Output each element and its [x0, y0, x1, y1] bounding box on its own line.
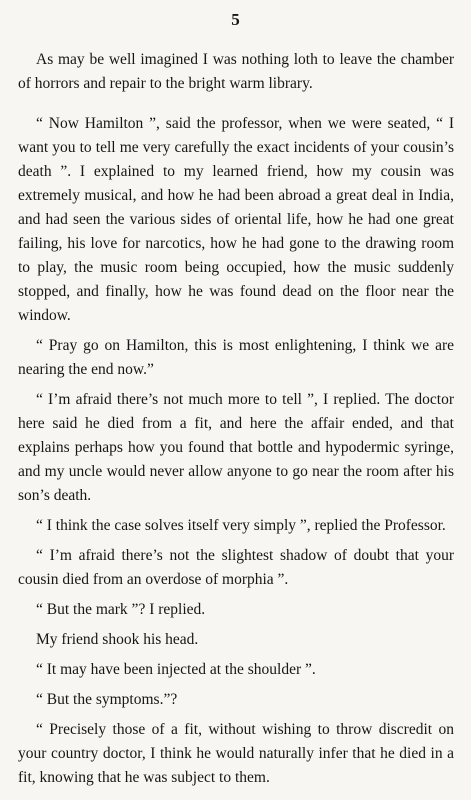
paragraph: “ But the mark ”? I replied. [36, 601, 206, 618]
paragraph: My friend shook his head. [36, 631, 199, 648]
paragraph: “ Pray go on Hamilton, this is most enlightening, I think we are nearing the end now.” [18, 337, 454, 378]
paragraph: “ I think the case solves itself very simply ”, replied the Professor. [36, 517, 446, 534]
paragraph: “ But the symptoms.”? [36, 691, 178, 708]
paragraph: “ I’m afraid there’s not much more to tell ”, I replied. The doctor here said he died from a fit, and here the affair ended, and that explains perhaps how you found that bottle and hypodermic syringe, and my uncle would never allow anyone to go near the room after his son’s death. [18, 391, 454, 504]
paragraph: “ Precisely those of a fit, without wishing to throw discredit on your country doctor, I think he would naturally infer that he died in a fit, knowing that he was subject to them. [18, 721, 454, 786]
page-number: 5 [231, 10, 240, 29]
paragraph: “ I’m afraid there’s not the slightest shadow of doubt that your cousin died from an overdose of morphia ”. [18, 547, 454, 588]
body-text [18, 48, 454, 790]
paragraph: “ Now Hamilton ”, said the professor, when we were seated, “ I want you to tell me very carefully the exact incidents of your cousin’s death ”. I explained to my learned friend, how my cousin was extremely musical, and how he had been abroad a great deal in India, and had seen the various sides of oriental life, how he had one great failing, his love for narcotics, how he had gone to the drawing room to play, the music room being occupied, how the music suddenly stopped, and finally, how he was found dead on the floor near the window. [18, 115, 454, 324]
paragraph: “ It may have been injected at the shoulder ”. [36, 661, 316, 678]
paragraph: As may be well imagined I was nothing loth to leave the chamber of horrors and repair to the bright warm library. [18, 51, 454, 92]
